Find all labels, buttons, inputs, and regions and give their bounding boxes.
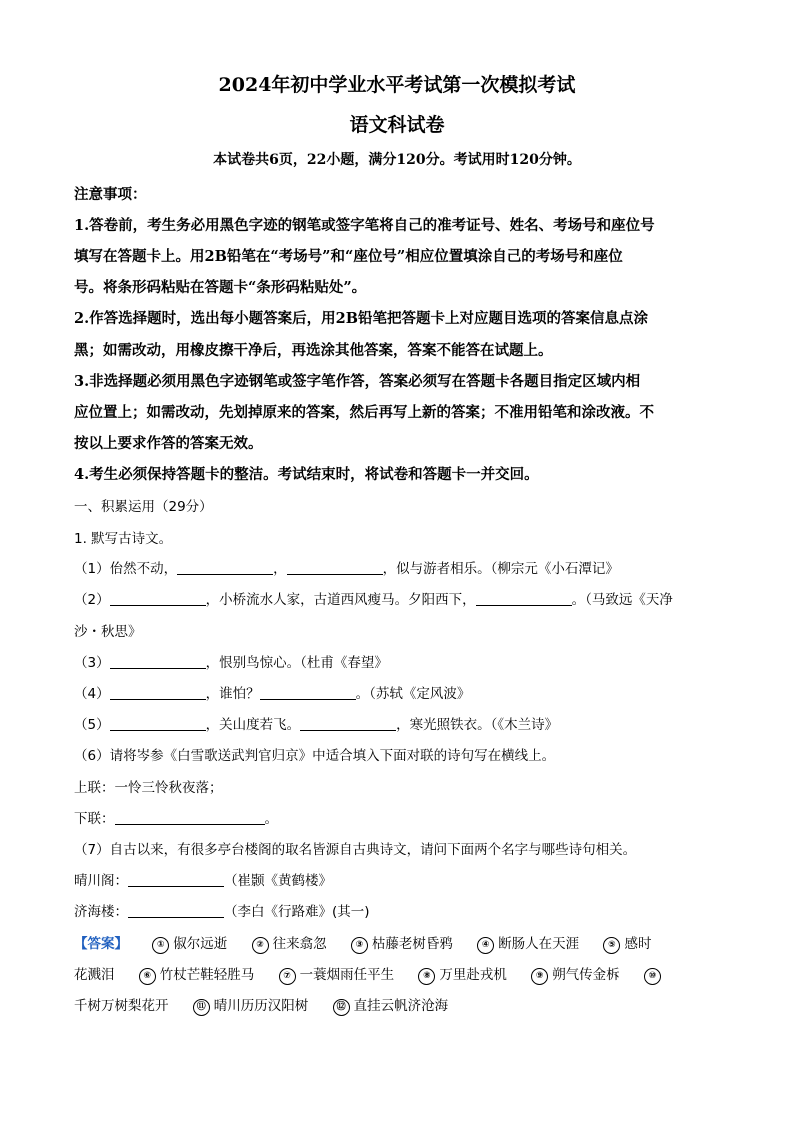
exam-title: 2024年初中学业水平考试第一次模拟考试	[218, 74, 576, 96]
part-text: ，谁怕？	[205, 686, 260, 702]
exam-info: 本试卷共6页，22小题，满分120分。考试用时120分钟。	[213, 152, 581, 168]
answer-item: 晴川历历汉阳树	[213, 998, 309, 1014]
answer-line-1	[74, 932, 724, 954]
question-part-5	[74, 713, 724, 733]
answer-num: ⑤	[603, 937, 620, 954]
notice-line: 2.作答选择题时，选出每小题答案后，用2B铅笔把答题卡上对应题目选项的答案信息点涂	[74, 310, 648, 327]
part-text: （崔颢《黄鹤楼》	[224, 873, 332, 889]
part-text: ，关山度若飞。	[205, 717, 301, 733]
answer-blank[interactable]	[115, 810, 265, 825]
notice-line: 按以上要求作答的答案无效。	[74, 435, 263, 452]
answer-item: 竹杖芒鞋轻胜马	[159, 967, 255, 983]
exam-subtitle: 语文科试卷	[349, 114, 445, 136]
part-text: ，似与游者相乐。（柳宗元《小石潭记》	[382, 561, 619, 577]
answer-num: ③	[351, 937, 368, 954]
notice-line: 4.考生必须保持答题卡的整洁。考试结束时，将试卷和答题卡一并交回。	[74, 466, 539, 483]
question-part-3	[74, 651, 724, 671]
answer-item: 往来翕忽	[272, 936, 327, 952]
part-text: （2）	[74, 592, 110, 608]
part-text: 。	[264, 811, 278, 827]
answer-label: 【答案】	[74, 936, 128, 952]
notice-line: 填写在答题卡上。用2B铅笔在“考场号”和“座位号”相应位置填涂自己的考场号和座位	[74, 248, 623, 265]
part-text: 晴川阁：	[74, 873, 128, 889]
answer-item: 花溅泪	[74, 967, 115, 983]
part-text: （4）	[74, 686, 110, 702]
part-text: （1）佁然不动，	[74, 561, 178, 577]
part-text: ，	[273, 561, 287, 577]
part-text: （李白《行路难》(其一)	[224, 904, 370, 920]
answer-item: 俶尔远逝	[173, 936, 228, 952]
part-text: （5）	[74, 717, 110, 733]
answer-blank[interactable]	[287, 560, 383, 575]
answer-num: ①	[152, 937, 169, 954]
answer-item: 一蓑烟雨任平生	[299, 967, 395, 983]
answer-num: ⑩	[644, 968, 661, 985]
question-part-2-cont: 沙・秋思》	[74, 624, 142, 640]
answer-item: 断肠人在天涯	[498, 936, 580, 952]
answer-blank[interactable]	[476, 591, 572, 606]
part-text: ，寒光照铁衣。（《木兰诗》	[396, 717, 559, 733]
part-text: 下联：	[74, 811, 115, 827]
couplet-lower	[74, 807, 724, 827]
pavilion-jihai	[74, 900, 724, 920]
answer-item: 感时	[624, 936, 652, 952]
answer-item: 枯藤老树昏鸦	[371, 936, 453, 952]
answer-num: ⑪	[193, 999, 210, 1016]
question-part-7: （7）自古以来，有很多亭台楼阁的取名皆源自古典诗文，请问下面两个名字与哪些诗句相关。	[74, 842, 637, 858]
answer-line-2	[74, 963, 724, 985]
question-part-2	[74, 588, 724, 608]
answer-num: ④	[477, 937, 494, 954]
answer-num: ②	[252, 937, 269, 954]
notice-line: 应位置上；如需改动，先划掉原来的答案，然后再写上新的答案；不准用铅笔和涂改液。不	[74, 404, 654, 421]
notice-heading: 注意事项：	[74, 186, 147, 203]
answer-blank[interactable]	[128, 872, 224, 887]
answer-num: ⑥	[139, 968, 156, 985]
answer-blank[interactable]	[260, 685, 356, 700]
answer-blank[interactable]	[128, 903, 224, 918]
part-text: 。（马致远《天净	[571, 592, 673, 608]
question-part-6: （6）请将岑参《白雪歌送武判官归京》中适合填入下面对联的诗句写在横线上。	[74, 748, 556, 764]
answer-item: 万里赴戎机	[439, 967, 507, 983]
answer-line-3	[74, 994, 724, 1016]
answer-num: ⑨	[531, 968, 548, 985]
section-heading: 一、积累运用（29分）	[74, 499, 213, 515]
pavilion-qingchuan	[74, 869, 724, 889]
question-part-1	[74, 557, 724, 577]
part-text: ，恨别鸟惊心。（杜甫《春望》	[205, 655, 388, 671]
part-text: 济海楼：	[74, 904, 128, 920]
couplet-upper: 上联：一怜三怜秋夜落；	[74, 780, 223, 796]
answer-blank[interactable]	[110, 591, 206, 606]
answer-item: 直挂云帆济沧海	[353, 998, 449, 1014]
part-text: 。（苏轼《定风波》	[355, 686, 471, 702]
answer-num: ⑦	[279, 968, 296, 985]
answer-blank[interactable]	[110, 654, 206, 669]
answer-item: 朔气传金柝	[552, 967, 620, 983]
notice-line: 黑；如需改动，用橡皮擦干净后，再选涂其他答案，答案不能答在试题上。	[74, 342, 553, 359]
answer-num: ⑧	[418, 968, 435, 985]
answer-blank[interactable]	[110, 685, 206, 700]
answer-blank[interactable]	[300, 716, 396, 731]
part-text: ，小桥流水人家，古道西风瘦马。夕阳西下，	[205, 592, 476, 608]
notice-line: 1.答卷前，考生务必用黑色字迹的钢笔或签字笔将自己的准考证号、姓名、考场号和座位号	[74, 217, 655, 234]
answer-item: 千树万树梨花开	[74, 998, 169, 1014]
answer-num: ⑫	[333, 999, 350, 1016]
question-stem: 1. 默写古诗文。	[74, 531, 173, 547]
answer-blank[interactable]	[177, 560, 273, 575]
part-text: （3）	[74, 655, 110, 671]
question-part-4	[74, 682, 724, 702]
answer-blank[interactable]	[110, 716, 206, 731]
notice-line: 3.非选择题必须用黑色字迹钢笔或签字笔作答，答案必须写在答题卡各题目指定区域内相	[74, 373, 641, 390]
notice-line: 号。将条形码粘贴在答题卡“条形码粘贴处”。	[74, 279, 367, 296]
